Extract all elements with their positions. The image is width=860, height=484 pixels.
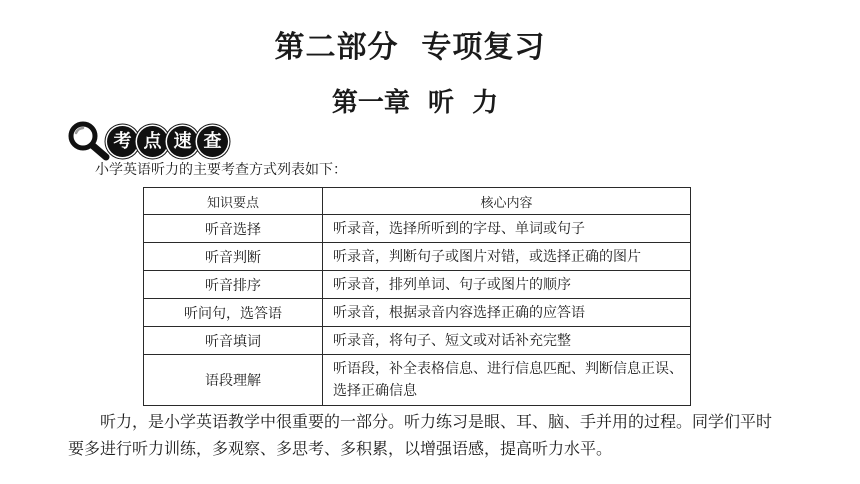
closing-paragraph: 听力，是小学英语教学中很重要的一部分。听力练习是眼、耳、脑、手并用的过程。同学们平时要多进行听力训练，多观察、多思考、多积累，以增强语感，提高听力水平。 (68, 412, 773, 458)
badge-char: 考 (107, 126, 138, 157)
table-row (144, 215, 691, 243)
intro-text: 小学英语听力的主要考查方式列表如下： (95, 162, 347, 178)
table-cell-point: 听问句，选答语 (144, 299, 323, 327)
part-title: 第二部分 专项复习 (274, 30, 546, 65)
table-row (144, 327, 691, 355)
badge-char: 点 (137, 126, 168, 157)
table-cell-point: 听音填词 (144, 327, 323, 355)
table-header-content: 核心内容 (323, 188, 691, 215)
table-cell-content: 听录音，选择所听到的字母、单词或句子 (323, 215, 691, 243)
table-header-point: 知识要点 (144, 188, 323, 215)
table-row (144, 299, 691, 327)
table-cell-point: 听音排序 (144, 271, 323, 299)
table-header-row (144, 188, 691, 215)
table-cell-content: 听录音，将句子、短文或对话补充完整 (323, 327, 691, 355)
badge-char: 速 (167, 126, 198, 157)
table-cell-point: 听音判断 (144, 243, 323, 271)
table-cell-content: 听录音，排列单词、句子或图片的顺序 (323, 271, 691, 299)
table-row (144, 243, 691, 271)
table-cell-content: 听语段，补全表格信息、进行信息匹配、判断信息正误、选择正确信息 (323, 355, 691, 406)
table-cell-point: 语段理解 (144, 355, 323, 406)
table-cell-content: 听录音，根据录音内容选择正确的应答语 (323, 299, 691, 327)
table-cell-content: 听录音，判断句子或图片对错，或选择正确的图片 (323, 243, 691, 271)
table-cell-point: 听音选择 (144, 215, 323, 243)
chapter-title: 第一章 听 力 (331, 88, 499, 118)
table-row (144, 355, 691, 406)
table-row (144, 271, 691, 299)
badge-char: 查 (197, 126, 228, 157)
section-badge (66, 121, 231, 161)
listening-methods-table (143, 187, 691, 406)
